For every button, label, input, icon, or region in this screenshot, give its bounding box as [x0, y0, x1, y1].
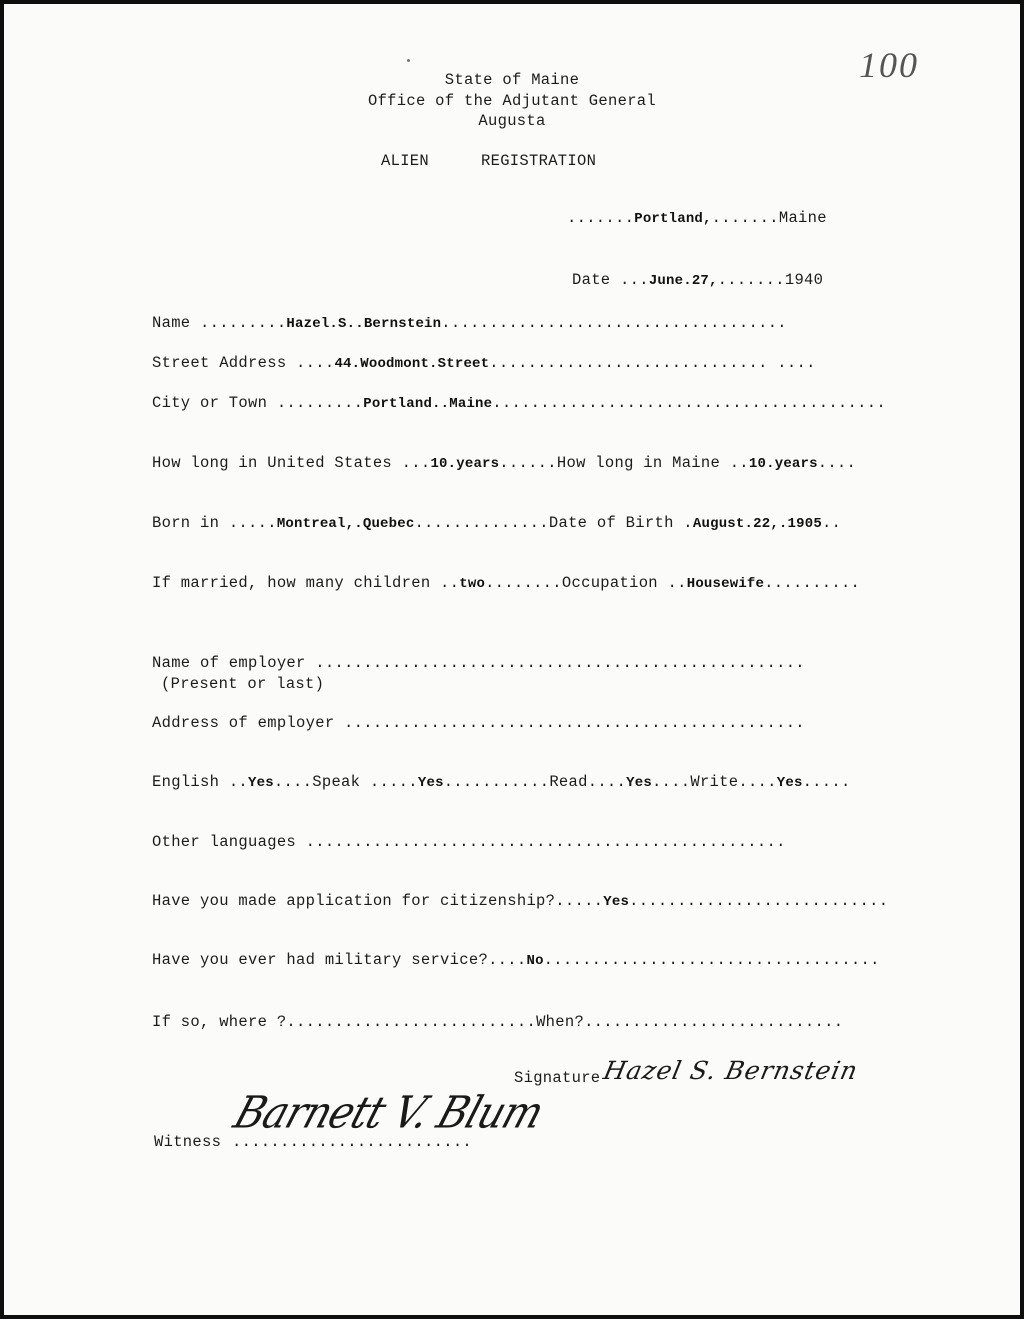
english-value: Yes	[248, 775, 274, 791]
name-row: Name .........Hazel.S..Bernstein....................................	[152, 314, 787, 332]
write-value: Yes	[776, 775, 803, 791]
speak-label: Speak	[312, 773, 361, 791]
form-title-alien: ALIEN	[381, 152, 430, 170]
speak-value: Yes	[417, 775, 444, 791]
employer-label: Name of employer	[152, 654, 306, 672]
citizenship-label: Have you made application for citizenship?	[152, 892, 556, 910]
paper-speck	[407, 59, 410, 62]
date-year: 1940	[784, 271, 824, 289]
registration-form-page	[4, 4, 1020, 1315]
dob-value: August.22,.1905	[692, 516, 822, 532]
header-office: Office of the Adjutant General	[367, 92, 657, 110]
page-number-annotation: 100	[859, 45, 919, 85]
location-state: Maine	[778, 209, 827, 227]
header-city: Augusta	[478, 112, 546, 130]
english-row: English ..Yes....Speak .....Yes...........Read....Yes....Write....Yes.....	[152, 773, 851, 791]
witness-signature: Barnett V. Blum	[227, 1087, 550, 1139]
location-line: .......Portland,.......Maine	[567, 209, 827, 227]
how-long-us-label: How long in United States	[152, 454, 393, 472]
street-value: 44.Woodmont.Street	[334, 356, 490, 372]
date-line: Date ...June.27,.......1940	[572, 271, 824, 289]
employer-row: Name of employer ...................................................	[152, 654, 805, 672]
applicant-signature: Hazel S. Bernstein	[600, 1056, 861, 1085]
employer-sublabel: (Present or last)	[161, 675, 325, 693]
write-label: Write	[690, 773, 739, 791]
employer-address-row: Address of employer ................................................	[152, 714, 805, 732]
children-row: If married, how many children ..two........Occupation ..Housewife..........	[152, 574, 861, 592]
children-value: two	[459, 576, 486, 592]
how-long-us-value: 10.years	[430, 456, 500, 472]
other-languages-label: Other languages	[152, 833, 297, 851]
city-label: City or Town	[152, 394, 268, 412]
read-label: Read	[549, 773, 588, 791]
date-day: June.27,	[648, 273, 718, 289]
citizenship-row: Have you made application for citizenship?.....Yes...........................	[152, 892, 889, 910]
signature-label: Signature	[514, 1069, 601, 1087]
born-row: Born in .....Montreal,.Quebec..............Date of Birth .August.22,.1905..	[152, 514, 842, 532]
form-title-registration: REGISTRATION	[481, 152, 597, 170]
citizenship-value: Yes	[603, 894, 630, 910]
where-when-row: If so, where ?..........................When?...........................	[152, 1013, 844, 1031]
witness-dotted-line: .........................	[232, 1133, 473, 1151]
born-in-value: Montreal,.Quebec	[276, 516, 415, 532]
military-row: Have you ever had military service?....No...................................	[152, 951, 880, 969]
city-row: City or Town .........Portland..Maine.........................................	[152, 394, 886, 412]
occupation-label: Occupation	[561, 574, 658, 592]
location-city: Portland,	[634, 211, 712, 227]
name-label: Name	[152, 314, 191, 332]
city-value: Portland..Maine	[363, 396, 493, 412]
military-value: No	[526, 953, 544, 969]
when-label: When?	[536, 1013, 585, 1031]
how-long-maine-value: 10.years	[748, 456, 818, 472]
witness-label: Witness	[154, 1133, 222, 1151]
born-in-label: Born in	[152, 514, 220, 532]
how-long-maine-label: How long in Maine	[556, 454, 721, 472]
employer-address-label: Address of employer	[152, 714, 335, 732]
children-label: If married, how many children	[152, 574, 431, 592]
street-label: Street Address	[152, 354, 287, 372]
english-label: English	[152, 773, 220, 791]
date-label: Date	[572, 271, 611, 289]
military-label: Have you ever had military service?	[152, 951, 489, 969]
how-long-row: How long in United States ...10.years......How long in Maine ..10.years....	[152, 454, 857, 472]
name-value: Hazel.S..Bernstein	[286, 316, 442, 332]
street-row: Street Address ....44.Woodmont.Street............................. ....	[152, 354, 816, 372]
where-label: If so, where ?	[152, 1013, 287, 1031]
header-state: State of Maine	[444, 71, 580, 89]
dob-label: Date of Birth	[548, 514, 674, 532]
other-languages-row: Other languages ..................................................	[152, 833, 786, 851]
read-value: Yes	[626, 775, 652, 791]
occupation-value: Housewife	[686, 576, 765, 592]
